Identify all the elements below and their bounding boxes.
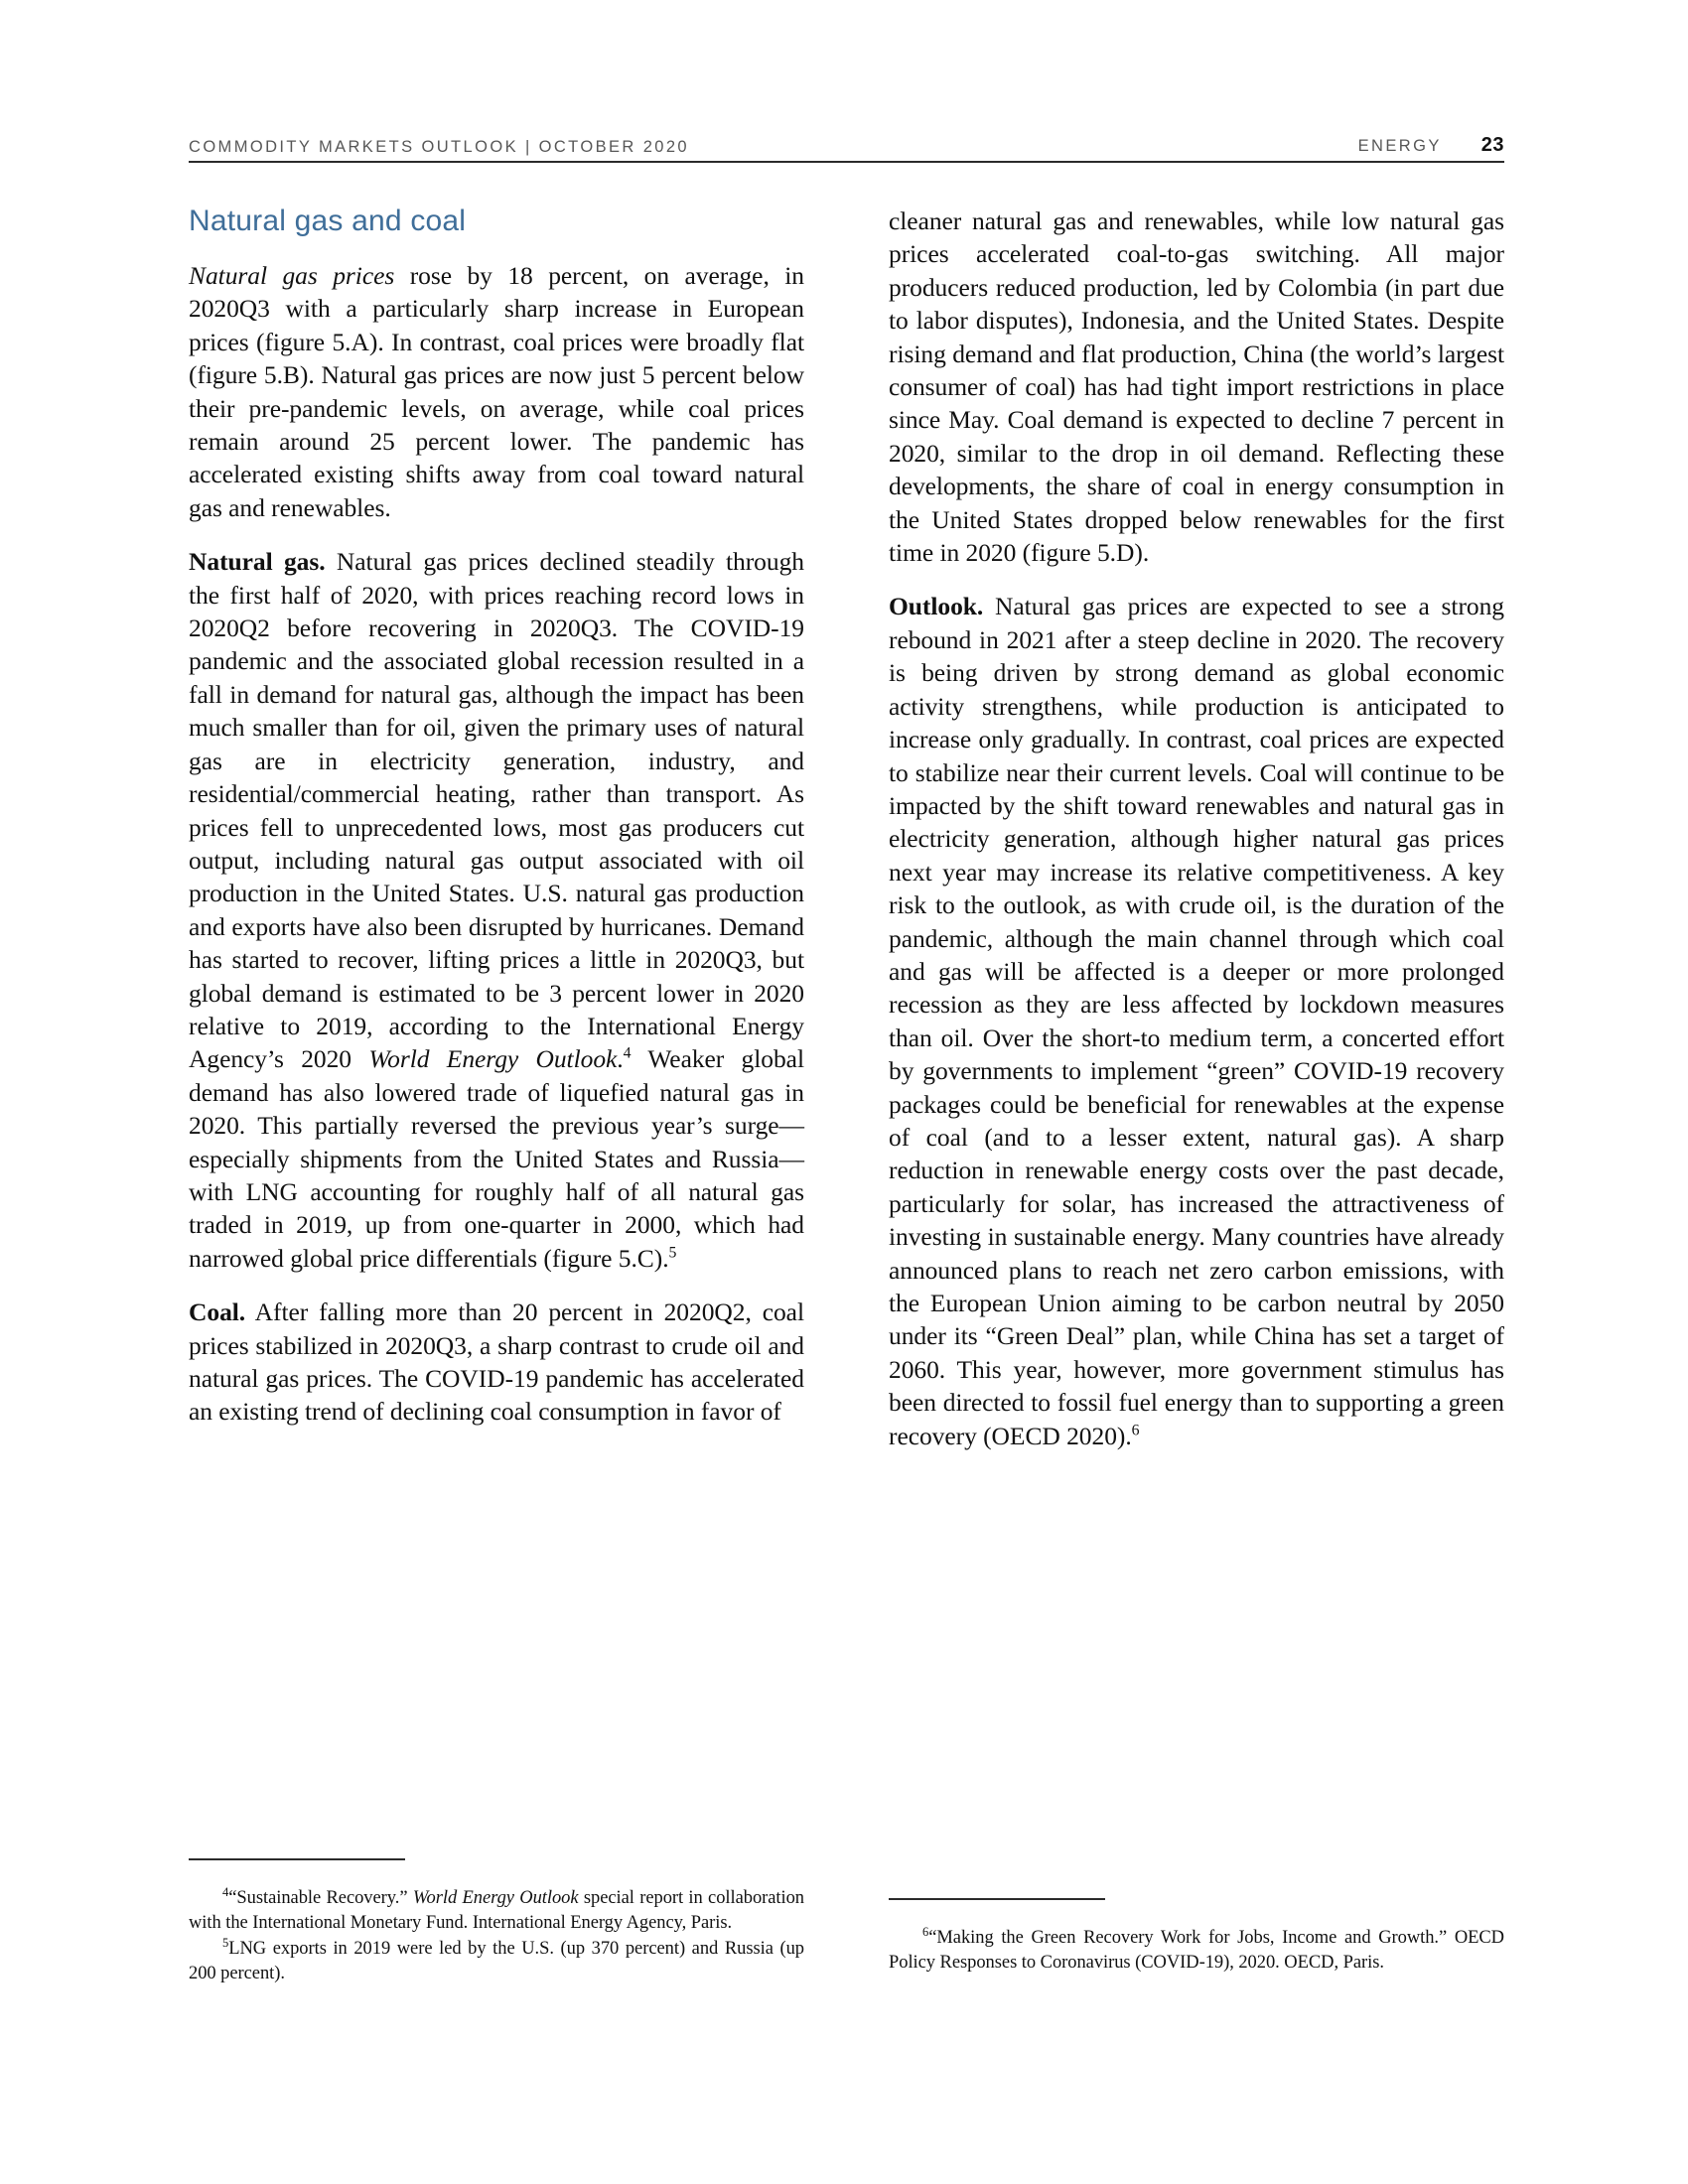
footnote-text-b: special report in collaboration with the International Monetary Fund. International Energy Agency, Paris.: [189, 1887, 805, 1933]
running-head-title: COMMODITY MARKETS OUTLOOK | OCTOBER 2020: [189, 138, 690, 156]
footnote-ref-5[interactable]: 5: [668, 1244, 677, 1262]
header-divider: [189, 161, 1504, 163]
paragraph-text-a: Natural gas prices declined steadily through the first half of 2020, with prices reaching record lows in 2020Q2 before recovering in 2020Q3. The COVID-19 pandemic and the associated global recession resulted in a fall in demand for natural gas, although the impact has been much smaller than for oil, given the primary uses of natural gas are in electricity generation, industry, and residential/commercial heating, rather than transport. As prices fell to unprecedented lows, most gas producers cut output, including natural gas output associated with oil production in the United States. U.S. natural gas production and exports have also been disrupted by hurricanes. Demand has started to recover, lifting prices a little in 2020Q3, but global demand is estimated to be 3 percent lower in 2020 relative to 2019, according to the International Energy Agency’s 2020: [189, 547, 804, 1074]
footnotes-right: [889, 1898, 1504, 1977]
paragraph-coal: [189, 1296, 804, 1429]
footnote-4: [189, 1886, 804, 1937]
paragraph-natural-gas-prices: [189, 259, 804, 524]
paragraph-natural-gas: [189, 545, 804, 1275]
page-number: 23: [1480, 134, 1504, 156]
footnote-number-6: 6: [922, 1924, 929, 1939]
footnote-separator: [889, 1898, 1105, 1900]
paragraph-lead-italic: Natural gas prices: [189, 261, 395, 290]
footnotes-left: [189, 1858, 804, 1987]
footnote-ref-6[interactable]: 6: [1131, 1422, 1140, 1439]
running-head-right: [1358, 134, 1504, 157]
footnote-5: [189, 1937, 804, 1987]
right-column: [889, 205, 1504, 1452]
running-head-section: ENERGY: [1357, 137, 1442, 155]
paragraph-text: rose by 18 percent, on average, in 2020Q3 with a particularly sharp increase in European prices (figure 5.A). In contrast, coal prices were broadly flat (figure 5.B). Natural gas prices are now just 5 percent below their pre-pandemic levels, on average, while coal prices remain around 25 percent lower. The pandemic has accelerated existing shifts away from coal toward natural gas and renewables.: [189, 261, 804, 522]
footnote-ref-4[interactable]: 4: [623, 1044, 632, 1062]
footnote-number-5: 5: [222, 1935, 229, 1950]
paragraph-outlook: [889, 590, 1504, 1452]
paragraph-italic-title: World Energy Outlook: [368, 1044, 618, 1074]
paragraph-lead-bold: Natural gas.: [189, 547, 326, 577]
paragraph-lead-bold: Outlook.: [889, 592, 984, 621]
paragraph-lead-bold: Coal.: [189, 1297, 246, 1327]
footnote-italic-title: World Energy Outlook: [412, 1887, 579, 1908]
running-head: [189, 123, 1504, 157]
paragraph-text-punct: .: [617, 1044, 624, 1074]
left-column: [189, 205, 804, 1429]
section-heading-natural-gas-and-coal: Natural gas and coal: [189, 205, 467, 237]
footnote-text: “Making the Green Recovery Work for Jobs, Income and Growth.” OECD Policy Responses to Coronavirus (COVID-19), 2020. OECD, Paris.: [889, 1927, 1504, 1973]
footnote-number-4: 4: [222, 1884, 229, 1899]
footnote-text: LNG exports in 2019 were led by the U.S. (up 370 percent) and Russia (up 200 percent).: [189, 1938, 804, 1983]
footnote-6: [889, 1926, 1504, 1977]
paragraph-coal-continued: cleaner natural gas and renewables, while low natural gas prices accelerated coal-to-gas switching. All major producers reduced production, led by Colombia (in part due to labor disputes), Indonesia, and the United States. Despite rising demand and flat production, China (the world’s largest consumer of coal) has had tight import restrictions in place since May. Coal demand is expected to decline 7 percent in 2020, similar to the drop in oil demand. Reflecting these developments, the share of coal in energy consumption in the United States dropped below renewables for the first time in 2020 (figure 5.D).: [889, 206, 1504, 568]
footnote-separator: [189, 1858, 405, 1860]
footnote-text-a: “Sustainable Recovery.”: [228, 1887, 413, 1908]
paragraph-text: After falling more than 20 percent in 2020Q2, coal prices stabilized in 2020Q3, a sharp contrast to crude oil and natural gas prices. The COVID-19 pandemic has accelerated an existing trend of declining coal consumption in favor of: [189, 1297, 804, 1427]
paragraph-text: Natural gas prices are expected to see a strong rebound in 2021 after a steep decline in 2020. The recovery is being driven by strong demand as global economic activity strengthens, while production is anticipated to increase only gradually. In contrast, coal prices are expected to stabilize near their current levels. Coal will continue to be impacted by the shift toward renewables and natural gas in electricity generation, although higher natural gas prices next year may increase its relative competitiveness. A key risk to the outlook, as with crude oil, is the duration of the pandemic, although the main channel through which coal and gas will be affected is a deeper or more prolonged recession as they are less affected by lockdown measures than oil. Over the short-to medium term, a concerted effort by governments to implement “green” COVID-19 recovery packages could be beneficial for renewables at the expense of coal (and to a lesser extent, natural gas). A sharp reduction in renewable energy costs over the past decade, particularly for solar, has increased the attractiveness of investing in sustainable energy. Many countries have already announced plans to reach net zero carbon emissions, with the European Union aiming to be carbon neutral by 2050 under its “Green Deal” plan, while China has set a target of 2060. This year, however, more government stimulus has been directed to fossil fuel energy than to supporting a green recovery (OECD 2020).: [889, 592, 1504, 1450]
paragraph-text-b: Weaker global demand has also lowered trade of liquefied natural gas in 2020. This partially reversed the previous year’s surge—especially shipments from the United States and Russia—with LNG accounting for roughly half of all natural gas traded in 2019, up from one-quarter in 2000, which had narrowed global price differentials (figure 5.C).: [189, 1044, 804, 1273]
